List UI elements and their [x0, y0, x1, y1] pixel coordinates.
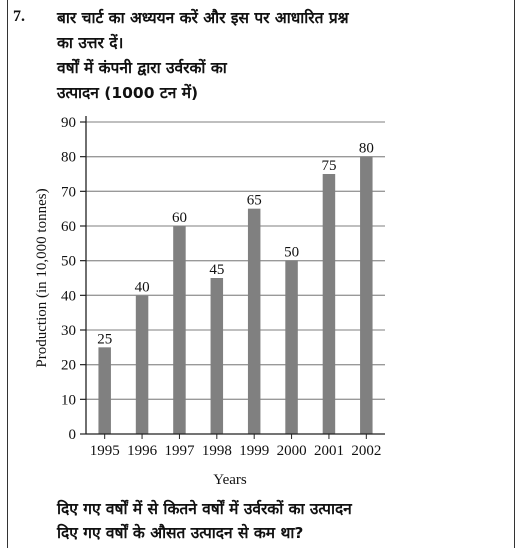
x-tick-label-1999: 1999	[239, 443, 270, 459]
y-tick-label-50: 50	[61, 253, 76, 270]
data-label-1996: 40	[134, 279, 150, 296]
bar-1999	[248, 209, 261, 434]
question-intro-line-2: का उत्तर दें।	[57, 34, 124, 52]
bar-2002	[360, 157, 373, 434]
data-label-1995: 25	[97, 331, 113, 348]
y-tick-label-30: 30	[61, 323, 76, 339]
chart-heading-line-1: वर्षों में कंपनी द्वारा उर्वरकों का	[57, 59, 227, 77]
bar-layer	[97, 141, 374, 434]
x-axis-title: Years	[213, 472, 247, 488]
bar-1995	[98, 347, 111, 434]
question-number: 7.	[13, 8, 25, 25]
bar-1997	[173, 226, 186, 434]
question-ask-line-1: दिए गए वर्षों में से कितने वर्षों में उर्वरकों का उत्पादन	[57, 500, 352, 518]
x-tick-label-2002: 2002	[351, 443, 382, 459]
y-tick-label-10: 10	[61, 392, 76, 409]
question-ask-line-2: दिए गए वर्षों के औसत उत्पादन से कम था?	[57, 524, 304, 542]
grid-layer	[86, 122, 385, 399]
y-tick-label-40: 40	[61, 288, 76, 305]
x-tick-label-1995: 1995	[89, 443, 120, 459]
data-label-1999: 65	[246, 192, 262, 209]
data-label-2002: 80	[358, 140, 374, 157]
x-tick-label-1997: 1997	[164, 443, 195, 459]
y-tick-label-60: 60	[61, 219, 76, 235]
y-tick-label-90: 90	[61, 115, 76, 131]
data-label-2001: 75	[321, 158, 337, 174]
x-tick-label-1996: 1996	[127, 443, 158, 459]
bar-2001	[323, 174, 336, 434]
data-label-1998: 45	[209, 262, 225, 278]
x-tick-label-2001: 2001	[313, 443, 344, 459]
y-tick-label-20: 20	[61, 357, 76, 374]
question-intro-line-1: बार चार्ट का अध्ययन करें और इस पर आधारित प्रश्न	[57, 9, 349, 27]
y-axis-title: Production (in 10,000 tonnes)	[34, 188, 50, 368]
data-label-1997: 60	[171, 210, 187, 226]
y-tick-label-70: 70	[61, 184, 76, 201]
bar-1996	[136, 295, 149, 434]
x-tick-label-2000: 2000	[276, 443, 307, 459]
y-tick-label-0: 0	[68, 427, 76, 443]
x-tick-label-1998: 1998	[201, 443, 232, 459]
chart-heading-line-2: उत्पादन (1000 टन में)	[57, 84, 199, 102]
y-tick-label-80: 80	[61, 149, 76, 166]
data-label-2000: 50	[284, 244, 300, 261]
bar-2000	[285, 261, 298, 434]
bar-1998	[211, 278, 224, 434]
